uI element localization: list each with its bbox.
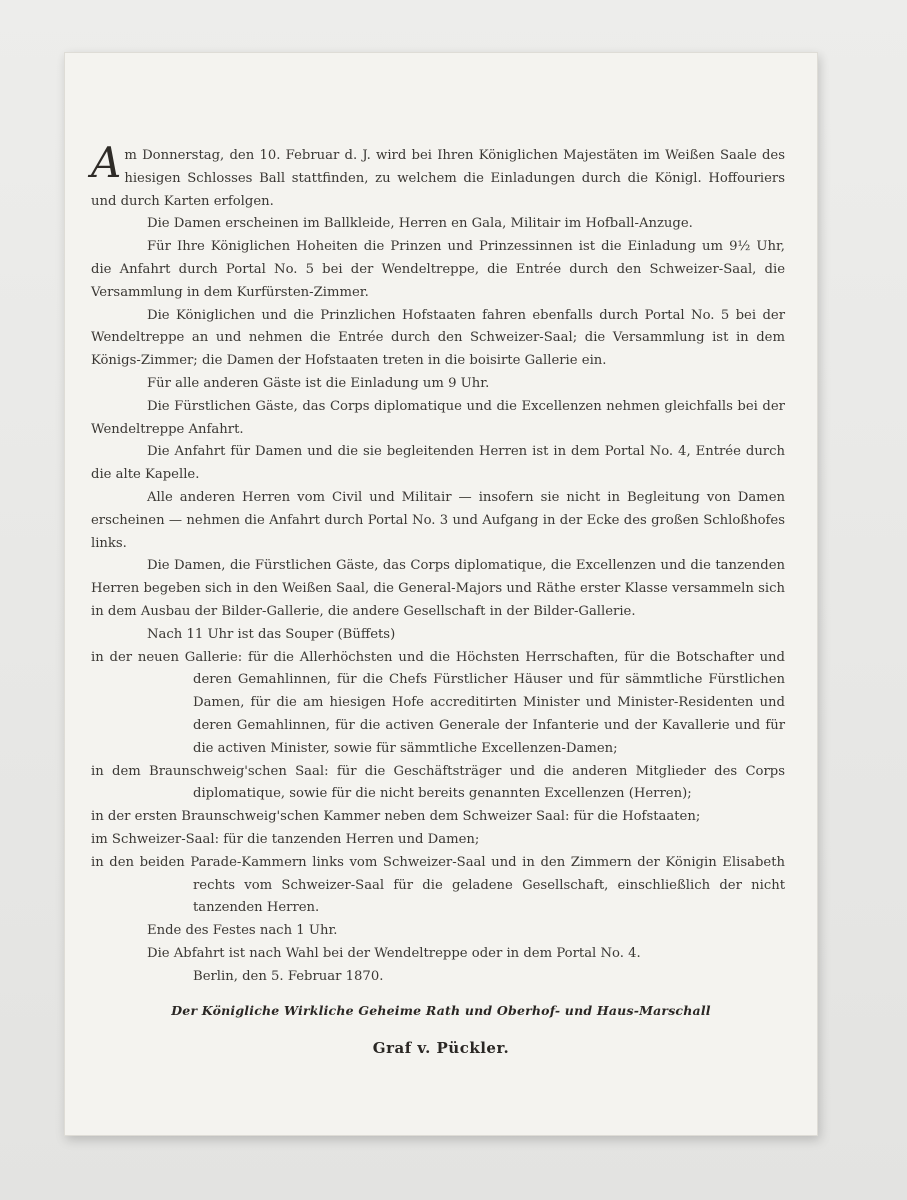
paragraph: Die Damen erscheinen im Ballkleide, Herren en Gala, Militair im Hofball-Anzuge.	[147, 216, 693, 232]
drop-capital: A	[91, 138, 122, 187]
signature-title: Der Königliche Wirkliche Geheime Rath und Oberhof- und Haus-Marschall	[171, 1003, 711, 1018]
paragraph: Alle anderen Herren vom Civil und Militair — insofern sie nicht in Begleitung von Damen erscheinen — nehmen die Anfahrt durch Portal No. 3 und Aufgang in der Ecke des großen Schloßhofes links.	[91, 489, 785, 551]
souper-item: in dem Braunschweig'schen Saal: für die Geschäftsträger und die anderen Mitglieder des Corps diplomatique, sowie für die nicht bereits genannten Excellenzen (Herren);	[91, 763, 785, 802]
paragraph: Für alle anderen Gäste ist die Einladung um 9 Uhr.	[147, 375, 490, 391]
paragraph: Für Ihre Königlichen Hoheiten die Prinzen und Prinzessinnen ist die Einladung um 9½ Uhr, die Anfahrt durch Portal No. 5 bei der Wendeltreppe, die Entrée durch den Schweizer-Saal, die Versammlung in dem Kurfürsten-Zimmer.	[91, 239, 785, 300]
souper-item: in den beiden Parade-Kammern links vom Schweizer-Saal und in den Zimmern der Königin Elisabeth rechts vom Schweizer-Saal für die geladene Gesellschaft, einschließlich der nicht tanzenden Herren.	[91, 854, 785, 916]
date-line: Berlin, den 5. Februar 1870.	[193, 968, 384, 984]
souper-item: im Schweizer-Saal: für die tanzenden Herren und Damen;	[91, 831, 480, 847]
signature-name: Graf v. Pückler.	[372, 1039, 510, 1057]
paragraph: Die Anfahrt für Damen und die sie begleitenden Herren ist in dem Portal No. 4, Entrée durch die alte Kapelle.	[91, 444, 785, 483]
end-line: Ende des Festes nach 1 Uhr.	[147, 923, 338, 939]
end-line: Die Abfahrt ist nach Wahl bei der Wendeltreppe oder in dem Portal No. 4.	[147, 945, 641, 961]
document-sheet	[64, 52, 818, 1136]
souper-item: in der ersten Braunschweig'schen Kammer neben dem Schweizer Saal: für die Hofstaaten;	[91, 809, 701, 825]
souper-item: in der neuen Gallerie: für die Allerhöchsten und die Höchsten Herrschaften, für die Botschafter und deren Gemahlinnen, für die Chefs Fürstlicher Häuser und für sämmtliche Fürstlichen Damen, für die am hiesigen Hofe accreditirten Minister und Minister-Residenten und deren Gemahlinnen, für die activen Generale der Infanterie und der Kavallerie und für die activen Minister, sowie für sämmtliche Excellenzen-Damen;	[91, 649, 785, 756]
paragraph-text: m Donnerstag, den 10. Februar d. J. wird bei Ihren Königlichen Majestäten im Weißen Saale des hiesigen Schlosses Ball stattfinden, zu welchem die Einladungen durch die Königl. Hoffouriers und durch Karten erfolgen.	[91, 148, 785, 209]
paragraph: Die Fürstlichen Gäste, das Corps diplomatique und die Excellenzen nehmen gleichfalls bei der Wendeltreppe Anfahrt.	[91, 398, 785, 437]
paragraph: Die Königlichen und die Prinzlichen Hofstaaten fahren ebenfalls durch Portal No. 5 bei der Wendeltreppe an und nehmen die Entrée durch den Schweizer-Saal; die Versammlung ist in dem Königs-Zimmer; die Damen der Hofstaaten treten in die boisirte Gallerie ein.	[91, 307, 785, 369]
paragraph: Die Damen, die Fürstlichen Gäste, das Corps diplomatique, die Excellenzen und die tanzenden Herren begeben sich in den Weißen Saal, die General-Majors und Räthe erster Klasse versammeln sich in dem Ausbau der Bilder-Gallerie, die andere Gesellschaft in der Bilder-Gallerie.	[91, 558, 785, 619]
opening-paragraph	[91, 138, 785, 213]
document-body	[91, 138, 785, 988]
paragraph: Nach 11 Uhr ist das Souper (Büffets)	[147, 626, 396, 642]
